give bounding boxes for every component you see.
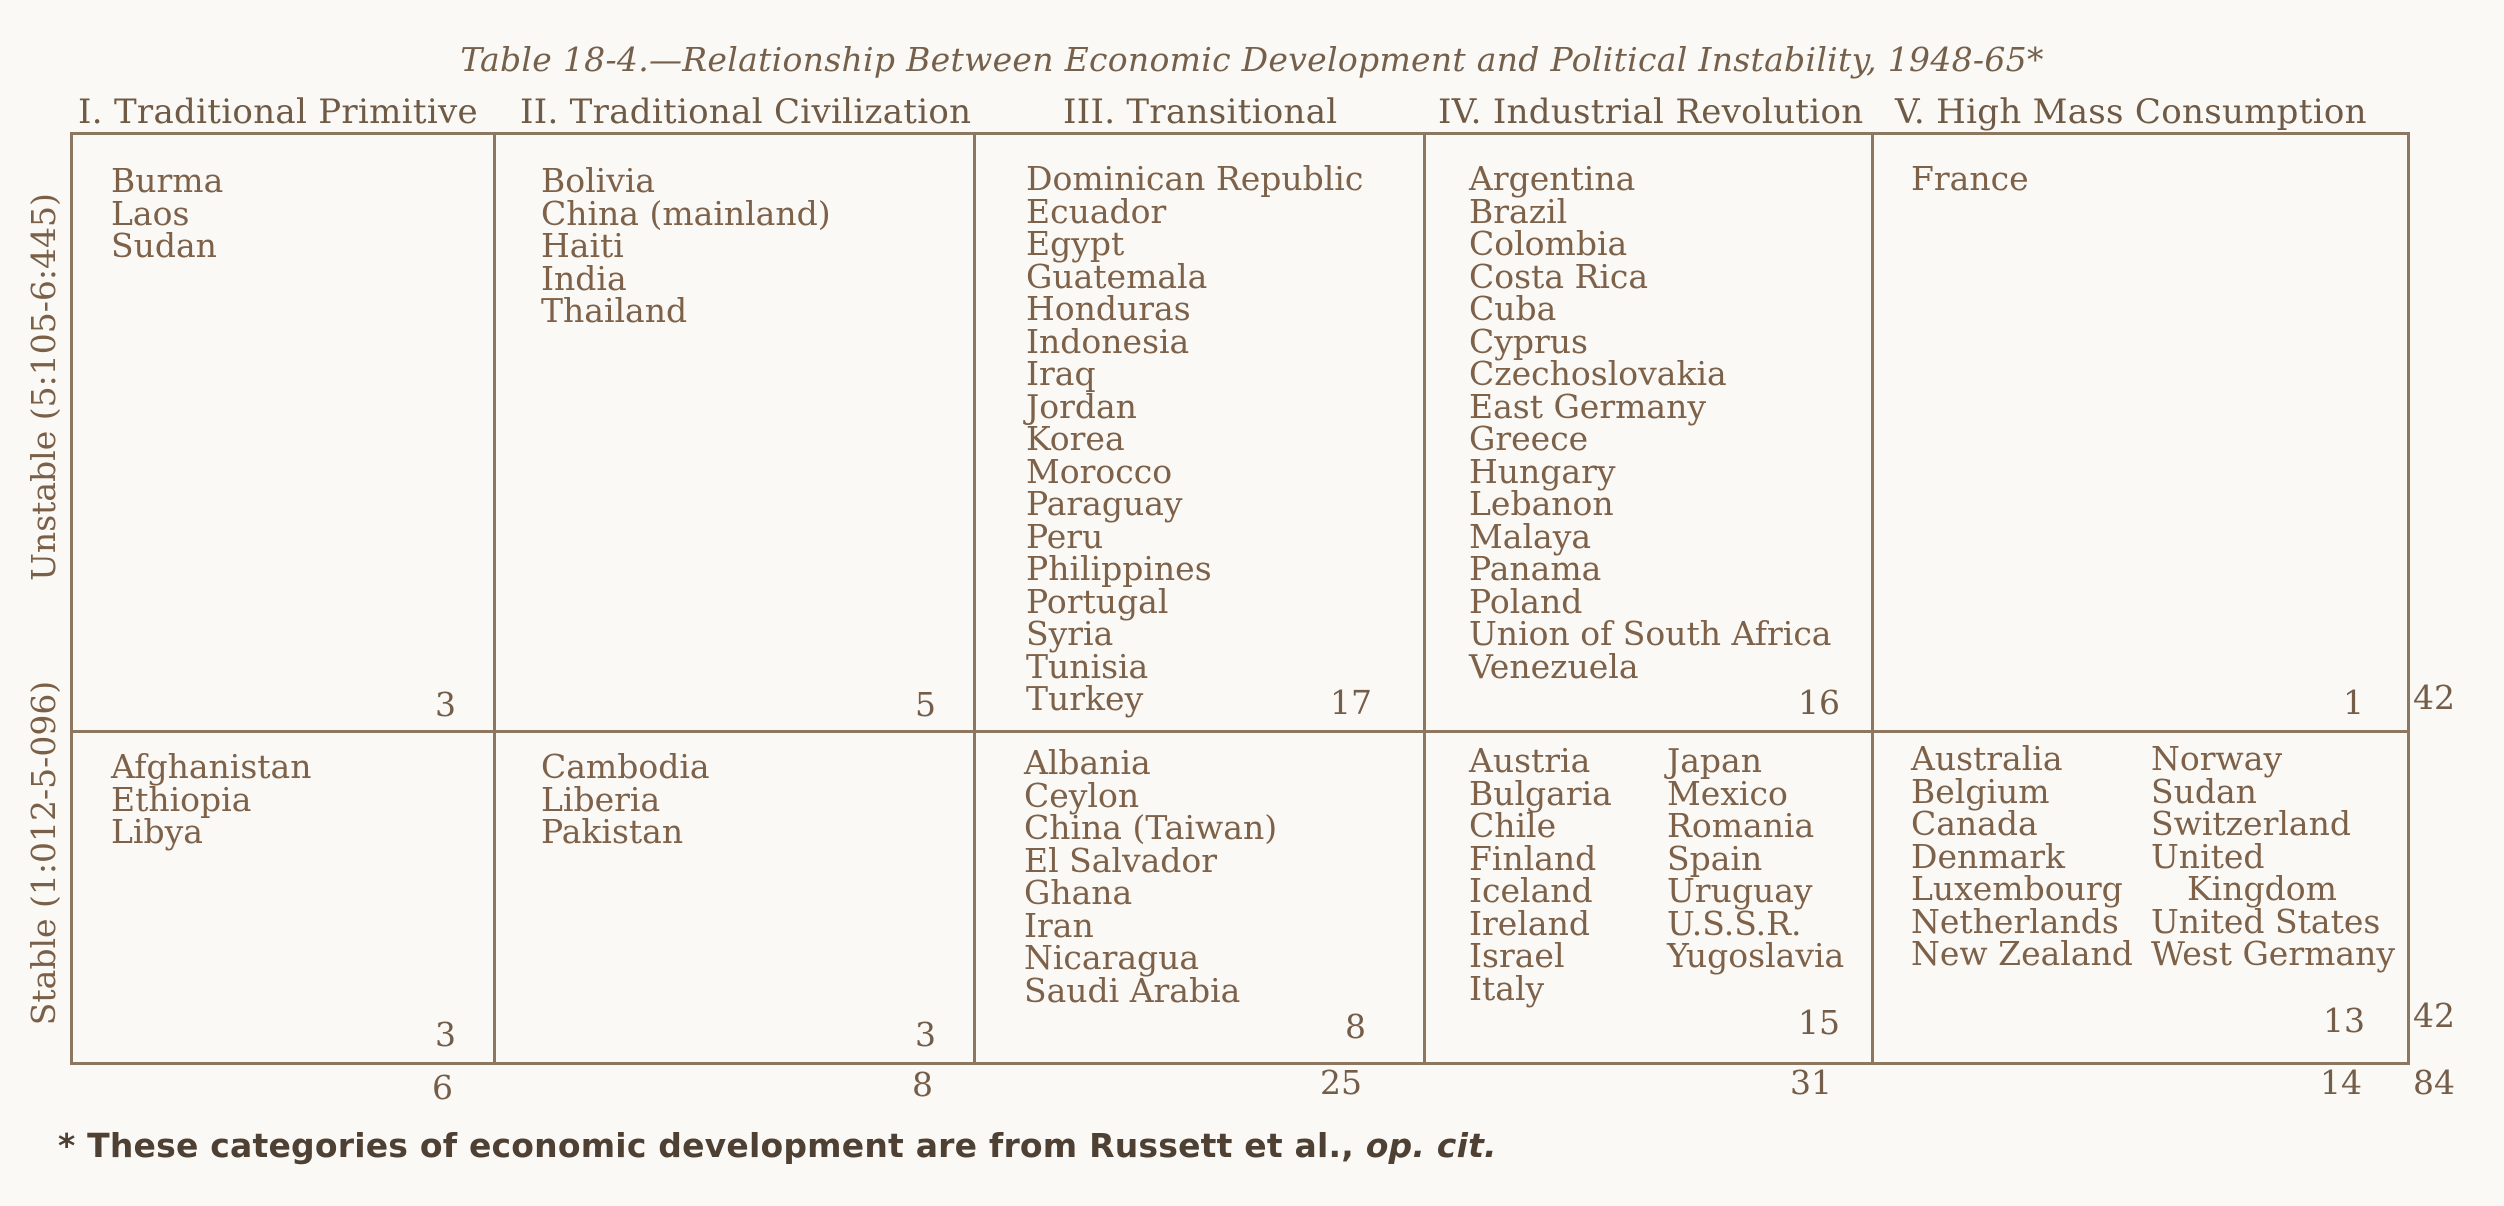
country-name: Guatemala (1026, 256, 1208, 296)
country-name: Albania (1024, 743, 1151, 782)
country-name: Nicaragua (1024, 938, 1200, 977)
unstable-transitional-list (1026, 159, 1364, 718)
column-header-industrial-revolution: IV. Industrial Revolution (1438, 92, 1864, 132)
unstable-industrial-revolution-list (1469, 159, 1832, 686)
country-name: Canada (1911, 804, 2038, 843)
country-name: Chile (1469, 806, 1557, 845)
unstable-traditional-civilization-list (541, 161, 831, 330)
country-name: Cuba (1469, 289, 1557, 328)
country-name: Iran (1024, 905, 1094, 945)
count-stable-industrial-revolution: 15 (1798, 1003, 1840, 1042)
country-name: Turkey (1026, 679, 1144, 718)
country-name: France (1911, 159, 2029, 198)
column-total-industrial-revolution: 31 (1790, 1063, 1832, 1102)
country-name: Laos (111, 193, 190, 233)
country-name: Costa Rica (1469, 256, 1649, 296)
stable-industrial-revolution-list-b (1667, 741, 1845, 975)
country-name: Thailand (541, 291, 688, 330)
country-name: U.S.S.R. (1667, 903, 1802, 943)
country-name: West Germany (2151, 934, 2395, 973)
country-name: Pakistan (541, 812, 684, 851)
country-name: Cyprus (1469, 321, 1588, 361)
country-name: Bulgaria (1469, 773, 1612, 813)
column-header-high-mass-consumption: V. High Mass Consumption (1895, 92, 2367, 132)
country-name: Ceylon (1024, 775, 1140, 815)
grand-total: 84 (2413, 1063, 2455, 1102)
country-name: Mexico (1667, 773, 1788, 813)
country-name: Burma (111, 161, 224, 200)
country-name: Norway (2151, 739, 2283, 778)
column-total-traditional-civilization: 8 (912, 1065, 933, 1104)
country-name: Peru (1026, 516, 1104, 556)
country-name: El Salvador (1024, 840, 1218, 880)
country-name: Netherlands (1911, 901, 2119, 941)
country-name: Sudan (111, 226, 217, 265)
country-name: Australia (1911, 739, 2063, 778)
unstable-traditional-primitive-list (111, 161, 224, 265)
country-name: Czechoslovakia (1469, 354, 1727, 393)
unstable-high-mass-consumption-list (1911, 159, 2029, 198)
count-unstable-traditional-civilization: 5 (915, 685, 936, 724)
stable-traditional-civilization-list (541, 747, 710, 851)
count-stable-transitional: 8 (1345, 1007, 1366, 1046)
country-name: Philippines (1026, 549, 1212, 588)
table-grid (70, 132, 2410, 1065)
column-total-traditional-primitive: 6 (432, 1068, 453, 1107)
stable-high-mass-consumption-list-a (1911, 739, 2133, 973)
footnote-text: * These categories of economic development are from Russett et al., (58, 1126, 1366, 1165)
country-name: Japan (1667, 741, 1762, 780)
country-name: Yugoslavia (1667, 936, 1845, 975)
country-name: Bolivia (541, 161, 656, 200)
country-name: Afghanistan (111, 747, 312, 786)
country-name: India (541, 258, 627, 298)
stable-high-mass-consumption-list-b (2151, 739, 2395, 973)
count-stable-traditional-primitive: 3 (435, 1015, 456, 1054)
row-total-stable: 42 (2413, 996, 2455, 1035)
stable-industrial-revolution-list-a (1469, 741, 1612, 1008)
country-name: China (Taiwan) (1024, 808, 1278, 847)
country-name: Malaya (1469, 516, 1592, 556)
count-unstable-transitional: 17 (1330, 683, 1372, 722)
country-name: Argentina (1469, 159, 1636, 198)
row-label-stable: Stable (1:012-5-096) (24, 680, 63, 1026)
country-name: Libya (111, 812, 203, 851)
country-name: Saudi Arabia (1024, 970, 1241, 1010)
country-name: Venezuela (1469, 646, 1639, 686)
column-total-high-mass-consumption: 14 (2320, 1063, 2362, 1102)
country-name: Sudan (2151, 771, 2257, 811)
column-total-transitional: 25 (1320, 1063, 1362, 1102)
country-name: Colombia (1469, 224, 1628, 263)
country-name: Paraguay (1026, 484, 1183, 523)
country-name: Korea (1026, 419, 1125, 458)
country-name: Jordan (1026, 386, 1137, 426)
country-name: Tunisia (1026, 646, 1149, 686)
count-stable-traditional-civilization: 3 (915, 1015, 936, 1054)
country-name: Iraq (1026, 354, 1096, 393)
row-divider (73, 730, 2407, 733)
country-name: China (mainland) (541, 193, 831, 233)
country-name: Belgium (1911, 771, 2050, 811)
footnote-citation: op. cit. (1365, 1126, 1497, 1165)
country-name: Ethiopia (111, 779, 252, 819)
country-name: Iceland (1469, 871, 1593, 910)
country-name: Syria (1026, 614, 1114, 653)
count-unstable-high-mass-consumption: 1 (2343, 683, 2364, 722)
country-name: Ecuador (1026, 191, 1167, 231)
column-header-traditional-primitive: I. Traditional Primitive (78, 92, 478, 132)
country-name: Brazil (1469, 191, 1568, 231)
country-name: United States (2151, 901, 2381, 941)
country-name: Panama (1469, 549, 1602, 588)
column-header-transitional: III. Transitional (1063, 92, 1338, 132)
country-name: Italy (1469, 968, 1545, 1008)
row-total-unstable: 42 (2413, 678, 2455, 717)
country-name: Kingdom (2187, 869, 2337, 908)
country-name: Luxembourg (1911, 869, 2123, 908)
country-name: Morocco (1026, 451, 1173, 491)
count-unstable-industrial-revolution: 16 (1798, 683, 1840, 722)
country-name: Finland (1469, 838, 1597, 878)
country-name: Israel (1469, 936, 1565, 975)
country-name: Union of South Africa (1469, 614, 1832, 653)
column-header-traditional-civilization: II. Traditional Civilization (520, 92, 972, 132)
column-divider (1423, 135, 1426, 1062)
column-divider (973, 135, 976, 1062)
country-name: Poland (1469, 581, 1583, 621)
country-name: Uruguay (1667, 871, 1813, 910)
country-name: Haiti (541, 226, 624, 265)
row-label-unstable: Unstable (5:105-6:445) (24, 193, 63, 581)
country-name: Greece (1469, 419, 1589, 458)
count-stable-high-mass-consumption: 13 (2323, 1001, 2365, 1040)
country-name: Dominican Republic (1026, 159, 1364, 198)
country-name: Cambodia (541, 747, 710, 786)
column-divider (1871, 135, 1874, 1062)
footnote (58, 1126, 1497, 1165)
country-name: Ghana (1024, 873, 1133, 912)
country-name: New Zealand (1911, 934, 2133, 973)
country-name: Honduras (1026, 289, 1191, 328)
count-unstable-traditional-primitive: 3 (435, 685, 456, 724)
country-name: Lebanon (1469, 484, 1614, 523)
country-name: Ireland (1469, 903, 1590, 943)
country-name: Austria (1469, 741, 1591, 780)
country-name: Denmark (1911, 836, 2065, 876)
country-name: Egypt (1026, 224, 1125, 263)
stable-transitional-list (1024, 743, 1278, 1010)
country-name: Romania (1667, 806, 1815, 845)
column-divider (493, 135, 496, 1062)
country-name: Portugal (1026, 581, 1169, 621)
country-name: East Germany (1469, 386, 1706, 426)
country-name: Switzerland (2151, 804, 2351, 843)
table-title: Table 18-4.—Relationship Between Economic Development and Political Instability, 1948-65* (460, 40, 2044, 79)
country-name: United (2151, 836, 2265, 876)
stable-traditional-primitive-list (111, 747, 312, 851)
country-name: Indonesia (1026, 321, 1190, 361)
country-name: Hungary (1469, 451, 1616, 491)
country-name: Spain (1667, 838, 1763, 878)
country-name: Liberia (541, 779, 661, 819)
